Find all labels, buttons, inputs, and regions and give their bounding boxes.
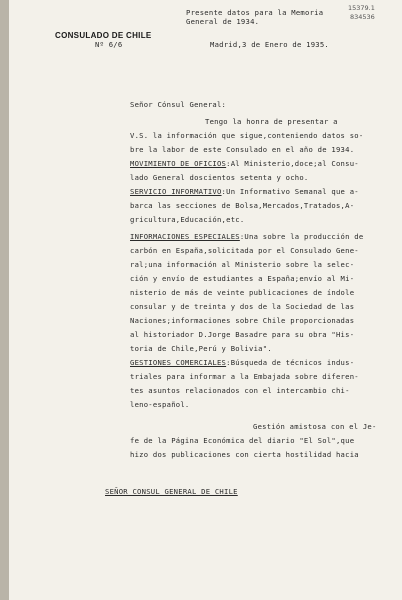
archive-code-1: 15379.1 [348, 4, 375, 12]
heading-tail: :Un Informativo Semanal que a- [221, 187, 359, 196]
document-page [9, 0, 402, 600]
body-line: nisterio de más de veinte publicaciones de índole [130, 288, 355, 297]
body-line: Gestión amistosa con el Je- [253, 422, 377, 431]
heading-text: MOVIMIENTO DE OFICIOS [130, 159, 227, 168]
top-note-line-1: Presente datos para la Memoria [186, 8, 324, 17]
body-line: lado General doscientos setenta y ocho. [130, 173, 309, 182]
heading-tail: :Una sobre la producción de [239, 232, 364, 241]
body-line: carbón en España,solicitada por el Consulado Gene- [130, 246, 359, 255]
heading-text: GESTIONES COMERCIALES [130, 358, 227, 367]
body-line: al historiador D.Jorge Basadre para su obra "His- [130, 330, 355, 339]
body-line: hizo dos publicaciones con cierta hostilidad hacia [130, 450, 359, 459]
body-line: consular y de treinta y dos de la Sociedad de las [130, 302, 355, 311]
section-heading-comerciales [130, 358, 354, 367]
heading-tail: :Al Ministerio,doce;al Consu- [226, 159, 359, 168]
body-line: V.S. la información que sigue,conteniendo datos so- [130, 131, 364, 140]
body-line: Tengo la honra de presentar a [205, 117, 338, 126]
heading-text: INFORMACIONES ESPECIALES [130, 232, 240, 241]
body-line: barca las secciones de Bolsa,Mercados,Tratados,A- [130, 201, 355, 210]
section-heading-oficios [130, 159, 359, 168]
document-number: Nº 6/6 [95, 40, 123, 49]
body-line: bre la labor de este Consulado en el año de 1934. [130, 145, 355, 154]
section-heading-especiales [130, 232, 363, 241]
body-line: toria de Chile,Perú y Bolivia". [130, 344, 272, 353]
salutation: Señor Cónsul General: [130, 100, 227, 109]
body-line: ción y envío de estudiantes a España;envío al Mi- [130, 274, 355, 283]
section-heading-informativo [130, 187, 359, 196]
body-line: Naciones;informaciones sobre Chile proporcionadas [130, 316, 355, 325]
letterhead-title: CONSULADO DE CHILE [55, 31, 152, 40]
place-date: Madrid,3 de Enero de 1935. [210, 40, 330, 49]
body-line: tes asuntos relacionados con el intercambio chi- [130, 386, 350, 395]
body-line: leno-español. [130, 400, 190, 409]
body-line: gricultura,Educación,etc. [130, 215, 245, 224]
addressee-footer: SEÑOR CONSUL GENERAL DE CHILE [105, 487, 238, 496]
archive-code-2: 834536 [350, 13, 375, 21]
body-line: fe de la Página Económica del diario "El Sol",que [130, 436, 355, 445]
body-line: ral;una información al Ministerio sobre la selec- [130, 260, 355, 269]
heading-text: SERVICIO INFORMATIVO [130, 187, 222, 196]
page-edge-shadow [0, 0, 9, 600]
heading-tail: :Búsqueda de técnicos indus- [226, 358, 355, 367]
top-note-line-2: General de 1934. [186, 17, 260, 26]
body-line: triales para informar a la Embajada sobre diferen- [130, 372, 359, 381]
